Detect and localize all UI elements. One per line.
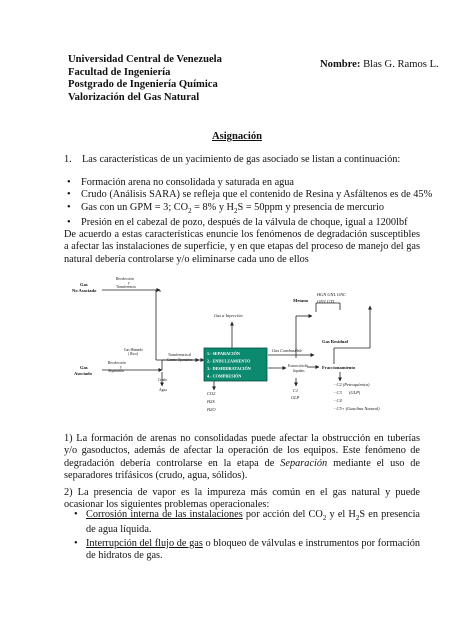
gas-asociado-2: Asociado: [74, 371, 92, 376]
answer-1: [64, 433, 420, 483]
name-value: Blas G. Ramos L.: [363, 59, 439, 70]
list-item: [64, 217, 434, 229]
answer-1-italic: Separación: [280, 457, 328, 469]
page-title: Asignación: [211, 131, 263, 142]
h2o-label: H2O: [207, 407, 216, 412]
bullet-text: Formación arena no consolidada y saturada en agua: [81, 177, 295, 188]
recoleccion-top-1: Recolección: [116, 277, 134, 281]
gas-combustible-label: Gas Combustible: [272, 348, 303, 353]
op1-text: por acción del CO: [242, 509, 323, 520]
op2-text: o bloqueo de válvulas e instrumentos por formación de hidratos de gas.: [86, 537, 420, 562]
co2-label: CO2: [207, 391, 216, 396]
bullet-text: Crudo (Análisis SARA) se refleja que el contenido de Resina y Asfáltenos es de 45%: [81, 189, 433, 201]
recoleccion-bottom-2: y: [120, 365, 122, 369]
process-diagram: [64, 268, 414, 416]
op2-underlined: Interrupción del flujo de gas: [86, 537, 203, 549]
top-products-2: GNV GTL: [317, 299, 335, 304]
glp-label: GLP: [291, 395, 300, 400]
agua-label: Agua: [159, 388, 167, 392]
characteristics-list: [64, 177, 434, 230]
bullet-text: Gas con un GPM = 3; CO: [81, 201, 189, 213]
crudo-label: Crudo: [158, 378, 167, 382]
gas-inyeccion-label: Gas a Inyección: [214, 313, 243, 318]
metano-label: Metano: [293, 298, 309, 303]
gas-humedo-2: ( Rico): [128, 352, 139, 356]
bullet-text: S = 50ppm y presencia de mercurio: [237, 201, 384, 213]
list-item: [64, 189, 434, 201]
gas-humedo-1: Gas Húmedo: [124, 348, 143, 352]
transferencia-1: Transferencia al: [168, 353, 192, 357]
university-name: Universidad Central de Venezuela: [68, 54, 222, 65]
operational-problems-list: [64, 509, 420, 564]
fraccionamiento-label: Fraccionamiento: [322, 365, 356, 370]
postgraduate-name: Postgrado de Ingeniería Química: [68, 79, 218, 91]
answer-2: 2) La presencia de vapor es la impureza más común en el gas natural y puede ocasionar los siguientes problemas operacionales:: [64, 487, 420, 511]
question-number: 1.: [64, 154, 72, 165]
gas-asociado-1: Gas: [80, 365, 88, 370]
gas-residual-label: Gas Residual: [322, 339, 348, 344]
extraccion-2: líquidos: [293, 369, 305, 373]
name-label: Nombre:: [320, 59, 361, 70]
op1-underlined: Corrosión interna de las instalaciones: [86, 509, 243, 520]
box-label-4: 4.- COMPRESIÓN: [207, 373, 242, 379]
h2s-label: H2S: [207, 399, 215, 404]
course-name: Valorización del Gas Natural: [68, 91, 200, 103]
transferencia-2: Centro Operativo: [167, 358, 193, 362]
extraccion-1: Extracción de: [288, 364, 308, 368]
student-name: [320, 59, 439, 70]
frac-3: - C4: [334, 398, 342, 403]
recoleccion-bottom-1: Recolección: [108, 361, 126, 365]
instruction-paragraph: De acuerdo a estas características enuncie los fenómenos de degradación susceptibles a afectar las instalaciones de superficie, y en que etapas del proceso de manejo del gas natural debería controlarse y/o eliminarse cada uno de ellos: [64, 229, 420, 265]
question-1: [64, 154, 400, 166]
c1-label: C1: [293, 388, 299, 393]
faculty-name: Facultad de Ingeniería: [68, 66, 171, 78]
bullet-text: = 8% y H: [191, 201, 234, 213]
question-text: Las características de un yacimiento de gas asociado se listan a continuación:: [82, 154, 401, 165]
gas-no-asociado-2: No Asociado: [72, 288, 97, 293]
frac-2b: (GLP): [349, 390, 361, 395]
gas-no-asociado-1: Gas: [80, 282, 88, 287]
frac-4: - C5+ (Gasolina Natural): [334, 406, 380, 411]
list-item: [64, 177, 434, 189]
list-item: • Gas con un GPM = 3; $CO_2 = 8\%$ y $H_2S = 50ppm$ y presencia de mercurio: [64, 202, 434, 217]
bullet-text: Presión en el cabezal de pozo, después de la válvula de choque, igual a 1200lbf: [81, 217, 408, 229]
op1-text: S en presencia de agua líquida.: [86, 509, 420, 536]
top-products-1: HGN GNL GNC: [317, 292, 346, 297]
document-header: [68, 54, 222, 104]
recoleccion-bottom-3: Separación: [108, 369, 124, 373]
box-label-1: 1.- SEPARACIÓN: [207, 351, 240, 356]
list-item: [64, 538, 420, 563]
op1-text: y el H: [326, 509, 356, 520]
box-label-2: 2.- ENDULZAMIENTO: [207, 358, 251, 364]
recoleccion-top-2: y: [128, 281, 130, 285]
recoleccion-top-3: Transferencia: [116, 285, 136, 289]
box-label-3: 3.- DESHIDRATACIÓN: [207, 366, 251, 371]
answer-1-text: 1) La formación de arenas no consolidadas puede afectar la obstrucción en tuberías y/o gasoductos, además de afectar la operación de los equipos. Este fenómeno de degradación debería controlarse en la etapa de: [64, 433, 420, 469]
frac-1: - C2 (Petroquímica): [334, 382, 370, 387]
frac-2: - C3: [334, 390, 342, 395]
answer-1-end: mediante el uso de separadores trifásicos (crudo, agua, sólidos).: [64, 457, 420, 482]
list-item: • Corrosión interna de las instalaciones por acción del $CO_2$ y el $H_2S$ en presencia de agua líquida.: [64, 509, 420, 537]
